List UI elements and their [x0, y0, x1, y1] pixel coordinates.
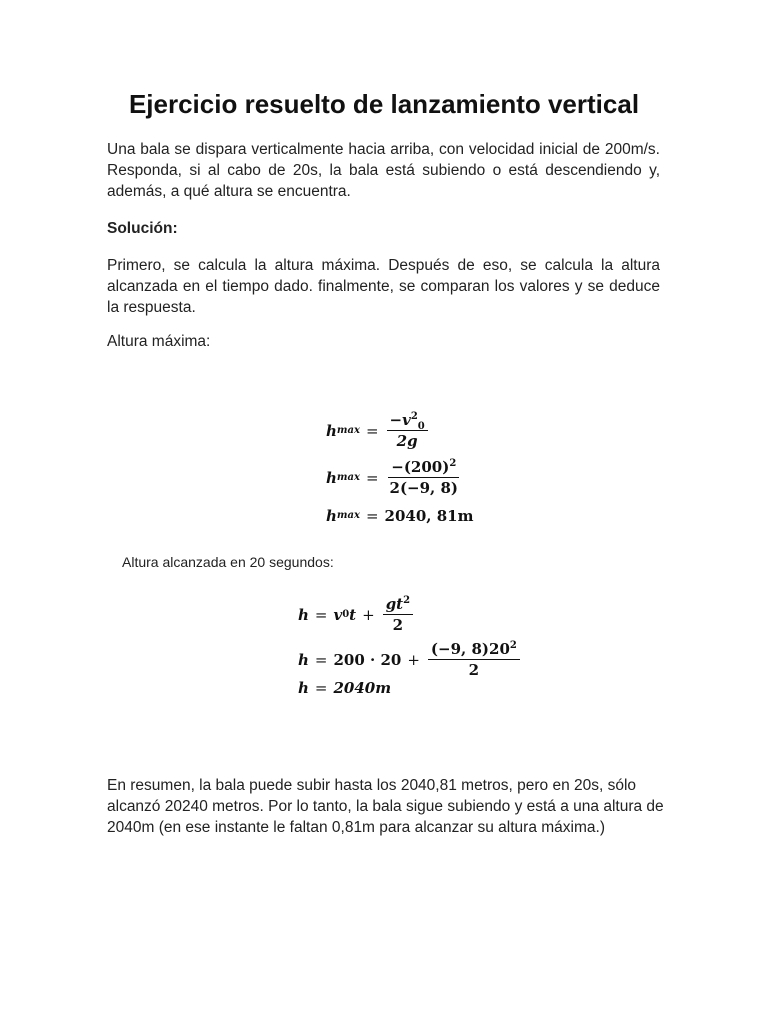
fraction: $\frac{gt^2}{2}$ — [383, 595, 413, 634]
height-20s-eq-line-2: h = 200 · 20 + $\frac{(-9, 8)20^2}{2}$ — [298, 640, 522, 679]
max-height-eq-line-2: h max = $\frac{-(200)^2}{2(-9, 8)}$ — [326, 458, 463, 497]
max-height-label: Altura máxima: — [107, 333, 211, 350]
summary-paragraph: En resumen, la bala puede subir hasta los 2040,81 metros, pero en 20s, sólo alcanzó 20240 metros. Por lo tanto, la bala sigue subiendo y está a una altura de 2040m (en ese instante le faltan 0,81m para alcanzar su altura máxima.) — [107, 777, 664, 836]
height-20s-label: Altura alcanzada en 20 segundos: — [122, 554, 334, 570]
problem-statement: Una bala se dispara verticalmente hacia arriba, con velocidad inicial de 200m/s. Responda, si al cabo de 20s, la bala está subiendo o está descendiendo y, además, a qué altura se encuentra. — [107, 141, 660, 200]
height-20s-eq-line-3: h = 2040m — [298, 679, 392, 697]
method-paragraph: Primero, se calcula la altura máxima. Después de eso, se calcula la altura alcanzada en el tiempo dado. finalmente, se comparan los valores y se deduce la respuesta. — [107, 257, 660, 316]
solution-heading: Solución: — [107, 220, 178, 237]
page-title: Ejercicio resuelto de lanzamiento vertical — [128, 89, 640, 119]
fraction: $\frac{(-9, 8)20^2}{2}$ — [428, 640, 520, 679]
max-height-eq-line-3: h max = 2040, 81m — [326, 507, 474, 525]
fraction: $\frac{-(200)^2}{2(-9, 8)}$ — [389, 458, 459, 497]
max-height-eq-line-1: h max = $\frac{-v^2_0}{2g}$ — [326, 411, 430, 450]
fraction: $\frac{-v^2_0}{2g}$ — [387, 411, 428, 450]
height-20s-eq-line-1: h = v 0 t + $\frac{gt^2}{2}$ — [298, 595, 415, 634]
